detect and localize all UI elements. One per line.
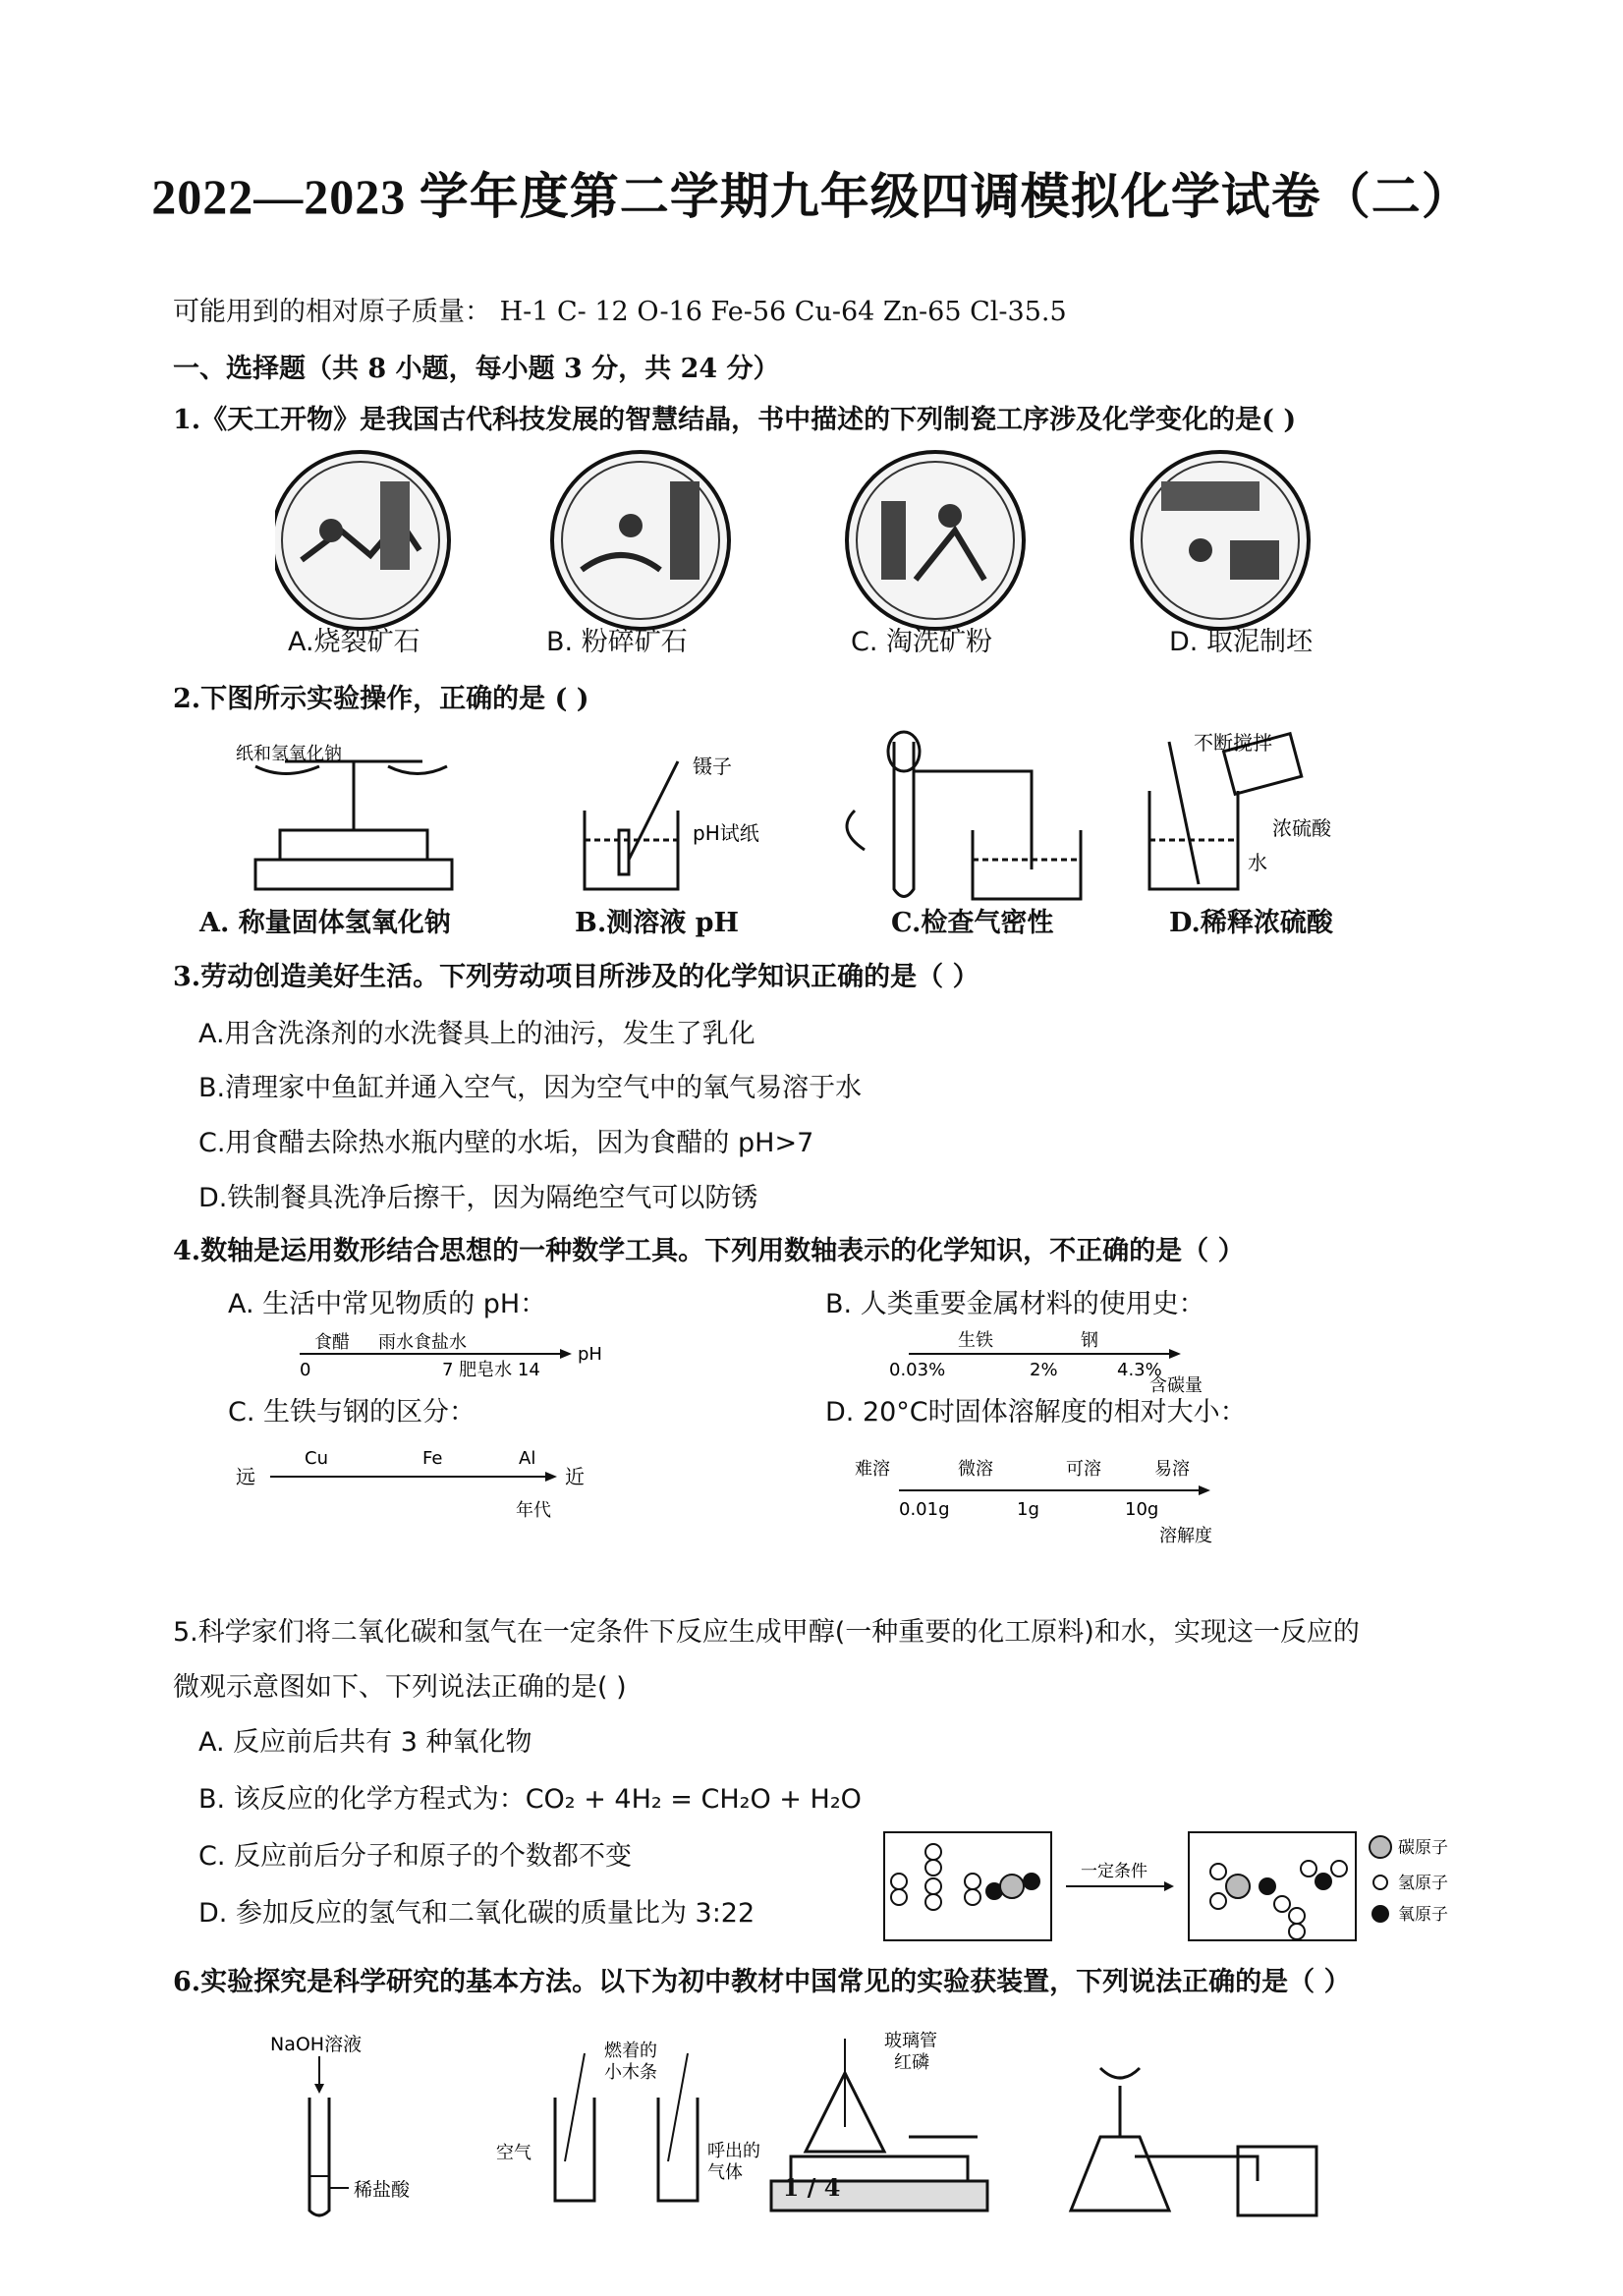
q3-stem: 3.劳动创造美好生活。下列劳动项目所涉及的化学知识正确的是（ ） [173, 962, 979, 992]
svg-text:7 肥皂水 14: 7 肥皂水 14 [442, 1360, 540, 1380]
q4-axis-c [231, 1439, 624, 1528]
q3-option-c: C.用食醋去除热水瓶内壁的水垢，因为食醋的 pH>7 [198, 1128, 814, 1158]
label-ph-paper: pH试纸 [693, 821, 759, 845]
q4-c-label: C. 生铁与钢的区分： [228, 1397, 476, 1428]
q1-option-c: C. 淘洗矿粉 [851, 627, 993, 657]
svg-text:微溶: 微溶 [958, 1459, 993, 1480]
svg-text:近: 近 [565, 1465, 585, 1488]
q4-axis-d [855, 1449, 1248, 1547]
q4-d-label: D. 20°C时固体溶解度的相对大小： [825, 1397, 1247, 1428]
q1-option-d: D. 取泥制坯 [1169, 627, 1313, 657]
ph-beaker [585, 761, 678, 889]
q4-axis-a [285, 1326, 639, 1385]
q6-stem: 6.实验探究是科学研究的基本方法。以下为初中教材中国常见的实验获装置，下列说法正确的是（ ） [173, 1967, 1351, 1997]
q1-illustration-a [275, 452, 449, 629]
svg-text:易溶: 易溶 [1154, 1459, 1190, 1480]
svg-text:小木条: 小木条 [604, 2062, 657, 2083]
svg-text:空气: 空气 [496, 2143, 532, 2163]
svg-text:年代: 年代 [516, 1500, 551, 1521]
svg-text:0: 0 [300, 1360, 311, 1380]
label-paper-naoh: 纸和氢氧化钠 [236, 744, 342, 764]
q4-a-label: A. 生活中常见物质的 pH： [228, 1289, 547, 1319]
q3-option-d: D.铁制餐具洗净后擦干，因为隔绝空气可以防锈 [198, 1183, 758, 1213]
q1-stem: 1.《天工开物》是我国古代科技发展的智慧结晶，书中描述的下列制瓷工序涉及化学变化的是( ) [173, 405, 1297, 435]
svg-text:稀盐酸: 稀盐酸 [354, 2179, 411, 2201]
q2-option-b: B.测溶液 pH [575, 908, 740, 938]
dilution-setup [1149, 734, 1302, 889]
q2-option-c: C.检查气密性 [891, 908, 1054, 938]
label-water: 水 [1248, 851, 1267, 874]
atomic-masses: 可能用到的相对原子质量： H-1 C- 12 O-16 Fe-56 Cu-64 Zn-65 Cl-35.5 [173, 297, 1067, 327]
svg-text:难溶: 难溶 [855, 1459, 890, 1480]
q1-illustration-c [847, 452, 1024, 629]
q5-stem-line2: 微观示意图如下、下列说法正确的是( ) [173, 1672, 627, 1703]
svg-text:含碳量: 含碳量 [1149, 1375, 1203, 1395]
q1-option-b: B. 粉碎矿石 [546, 627, 688, 657]
svg-text:红磷: 红磷 [894, 2052, 929, 2073]
svg-text:0.03%: 0.03% [889, 1360, 946, 1380]
svg-text:pH: pH [578, 1344, 602, 1365]
svg-text:1g: 1g [1017, 1499, 1039, 1520]
page-title: 2022—2023 学年度第二学期九年级四调模拟化学试卷（二） [151, 169, 1472, 224]
svg-text:食醋: 食醋 [314, 1332, 350, 1353]
q5-option-a: A. 反应前后共有 3 种氧化物 [198, 1727, 532, 1758]
q2-option-d: D.稀释浓硫酸 [1169, 908, 1333, 938]
svg-text:钢: 钢 [1081, 1330, 1098, 1351]
svg-text:玻璃管: 玻璃管 [884, 2031, 937, 2051]
q3-option-b: B.清理家中鱼缸并通入空气，因为空气中的氧气易溶于水 [198, 1073, 863, 1103]
svg-text:4.3%: 4.3% [1117, 1360, 1162, 1380]
svg-text:碳原子: 碳原子 [1398, 1838, 1448, 1858]
svg-text:2%: 2% [1030, 1360, 1058, 1380]
q5-option-c: C. 反应前后分子和原子的个数都不变 [198, 1841, 633, 1872]
svg-text:雨水食盐水: 雨水食盐水 [378, 1332, 467, 1353]
q2-apparatus [226, 722, 1405, 909]
svg-text:气体: 气体 [707, 2162, 743, 2183]
q2-option-a: A. 称量固体氢氧化钠 [199, 908, 451, 938]
q3-option-a: A.用含洗涤剂的水洗餐具上的油污，发生了乳化 [198, 1019, 756, 1049]
svg-text:Fe: Fe [422, 1448, 443, 1469]
q5-stem-line1: 5.科学家们将二氧化碳和氢气在一定条件下反应生成甲醇(一种重要的化工原料)和水，实现这一反应的 [173, 1617, 1360, 1648]
balance-apparatus [255, 761, 452, 889]
svg-text:Cu: Cu [305, 1448, 328, 1469]
svg-text:Al: Al [519, 1448, 536, 1469]
q4-stem: 4.数轴是运用数形结合思想的一种数学工具。下列用数轴表示的化学知识，不正确的是（ ） [173, 1236, 1245, 1266]
svg-text:10g: 10g [1125, 1499, 1159, 1520]
q5-option-b: B. 该反应的化学方程式为：CO₂ + 4H₂ = CH₂O + H₂O [198, 1784, 862, 1815]
q5-reaction-diagram [879, 1827, 1508, 1945]
svg-text:生铁: 生铁 [958, 1330, 993, 1351]
section-heading: 一、选择题（共 8 小题，每小题 3 分，共 24 分） [173, 354, 780, 384]
svg-text:呼出的: 呼出的 [707, 2141, 760, 2161]
svg-text:0.01g: 0.01g [899, 1499, 950, 1520]
svg-text:燃着的: 燃着的 [604, 2041, 657, 2061]
q5-option-d: D. 参加反应的氢气和二氧化碳的质量比为 3:22 [198, 1898, 756, 1929]
q1-option-a: A.烧裂矿石 [288, 627, 420, 657]
label-conc-acid: 浓硫酸 [1272, 816, 1331, 840]
q4-b-label: B. 人类重要金属材料的使用史： [825, 1289, 1205, 1319]
svg-text:可溶: 可溶 [1066, 1459, 1101, 1480]
q2-stem: 2.下图所示实验操作，正确的是 ( ) [173, 684, 589, 714]
q1-illustration-b [552, 452, 729, 629]
gas-tightness-setup [847, 732, 1081, 899]
svg-text:NaOH溶液: NaOH溶液 [270, 2034, 363, 2055]
label-stir: 不断搅拌 [1194, 731, 1272, 755]
svg-text:氢原子: 氢原子 [1398, 1874, 1448, 1893]
q1-illustration-d [1132, 452, 1309, 629]
svg-text:一定条件: 一定条件 [1081, 1862, 1147, 1881]
page-number: 1 / 4 [782, 2173, 841, 2202]
svg-text:氧原子: 氧原子 [1398, 1905, 1448, 1925]
q4-axis-b [884, 1326, 1238, 1395]
svg-text:溶解度: 溶解度 [1159, 1526, 1212, 1546]
label-tweezers: 镊子 [693, 755, 732, 778]
q1-illustrations [275, 432, 1356, 648]
svg-text:远: 远 [236, 1465, 255, 1488]
